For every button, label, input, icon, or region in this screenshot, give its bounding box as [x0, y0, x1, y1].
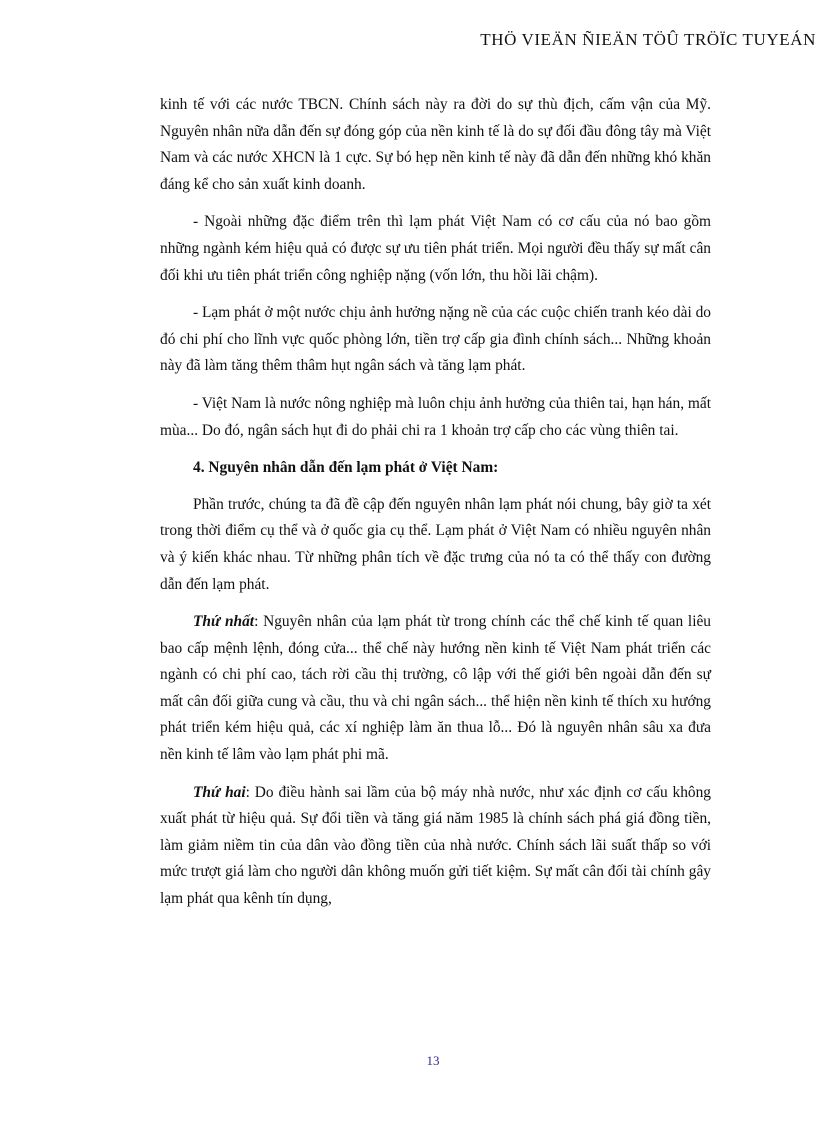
section-heading: 4. Nguyên nhân dẫn đến lạm phát ở Việt Nam:	[193, 459, 499, 477]
paragraph-continued: kinh tế với các nước TBCN. Chính sách này ra đời do sự thù địch, cấm vận của Mỹ. Nguyên nhân nữa dẫn đến sự đóng góp của nền kinh tế là do sự đối đầu đông tây mà Việt Nam và các nước XHCN là 1 cực. Sự bó hẹp nền kinh tế này đã dẫn đến những khó khăn đáng kể cho sản xuất kinh doanh.	[160, 96, 711, 193]
paragraph-structure: - Ngoài những đặc điểm trên thì lạm phát Việt Nam có cơ cấu của nó bao gồm những ngành kém hiệu quả có được sự ưu tiên phát triển. Mọi người đều thấy sự mất cân đối khi ưu tiên phát triển công nghiệp nặng (vốn lớn, thu hồi lãi chậm).	[160, 213, 711, 284]
paragraph-intro: Phần trước, chúng ta đã đề cập đến nguyên nhân lạm phát nói chung, bây giờ ta xét trong thời điểm cụ thể và ở quốc gia cụ thể. Lạm phát ở Việt Nam có nhiều nguyên nhân và ý kiến khác nhau. Từ những phân tích về đặc trưng của nó ta có thể thấy con đường dẫn đến lạm phát.	[160, 495, 711, 593]
cause-second-lead: Thứ hai	[193, 783, 246, 801]
page-number: 13	[426, 1053, 440, 1068]
paragraph-war: - Lạm phát ở một nước chịu ảnh hưởng nặng nề của các cuộc chiến tranh kéo dài do đó chi phí cho lĩnh vực quốc phòng lớn, tiền trợ cấp gia đình chính sách... Những khoản này đã làm tăng thêm thâm hụt ngân sách và tăng lạm phát.	[160, 304, 711, 375]
cause-first-text: : Nguyên nhân của lạm phát từ trong chính các thể chế kinh tế quan liêu bao cấp mệnh lệnh, đóng cửa... thể chế này hướng nền kinh tế Việt Nam phát triển các ngành có chi phí cao, tách rời cầu thị trường, cô lập với thế giới bên ngoài dẫn đến sự mất cân đối giữa cung và cầu, thu và chi ngân sách... thể hiện nền kinh tế thích xu hướng phát triển kém hiệu quả, các xí nghiệp làm ăn thua lỗ... Đó là nguyên nhân sâu xa đưa nền kinh tế lâm vào lạm phát phi mã.	[160, 613, 712, 764]
document-body	[160, 92, 711, 924]
paragraph-cause-second	[160, 780, 711, 913]
paragraph-agriculture: - Việt Nam là nước nông nghiệp mà luôn chịu ảnh hưởng của thiên tai, hạn hán, mất mùa... Do đó, ngân sách hụt đi do phải chi ra 1 khoản trợ cấp cho các vùng thiên tai.	[160, 394, 711, 439]
paragraph-cause-first	[160, 609, 711, 769]
page-header-title: THÖ VIEÄN ÑIEÄN TÖÛ TRÖÏC TUYEÁN	[480, 30, 816, 49]
cause-second-text: : Do điều hành sai lầm của bộ máy nhà nước, như xác định cơ cấu không xuất phát từ hiệu quả. Sự đổi tiền và tăng giá năm 1985 là chính sách phá giá đồng tiền, làm giảm niềm tin của dân vào đồng tiền của nhà nước. Chính sách lãi suất thấp so với mức trượt giá làm cho người dân không muốn gửi tiết kiệm. Sự mất cân đối tài chính gây lạm phát qua kênh tín dụng,	[160, 783, 711, 908]
cause-first-lead: Thứ nhất	[193, 613, 255, 631]
